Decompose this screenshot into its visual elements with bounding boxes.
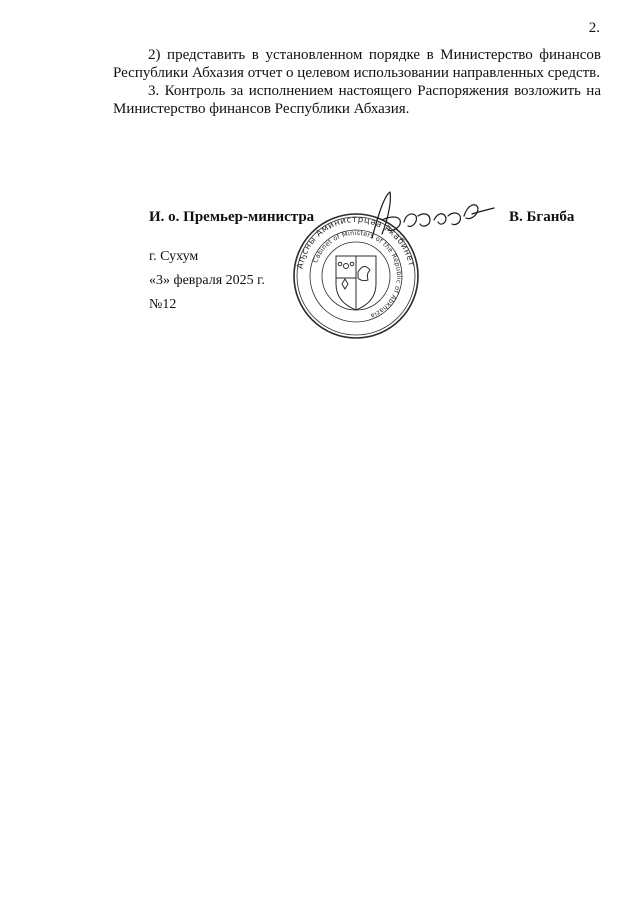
document-date: «3» февраля 2025 г. [149,273,265,288]
document-number: №12 [149,297,177,312]
seal-inner-text: Cabinet of Ministers of the Republic of Abkhazia [311,228,404,321]
paragraph-item-3: 3. Контроль за исполнением настоящего Распоряжения возложить на Министерство финансов Республики Абхазия. [113,83,601,117]
page-number: 2. [588,20,600,36]
coat-of-arms-icon [336,256,376,310]
signatory-name: В. Бганба [509,209,575,225]
handwritten-signature [360,186,500,246]
document-body [113,46,601,118]
city: г. Сухум [149,249,199,264]
seal-outer-text: Аҧсны Аминистрцәа Ркабинет [295,214,417,270]
signatory-title: И. о. Премьер-министра [149,209,315,225]
paragraph-item-2: 2) представить в установленном порядке в Министерство финансов Республики Абхазия отчет о целевом использовании направленных средств. [113,47,601,81]
